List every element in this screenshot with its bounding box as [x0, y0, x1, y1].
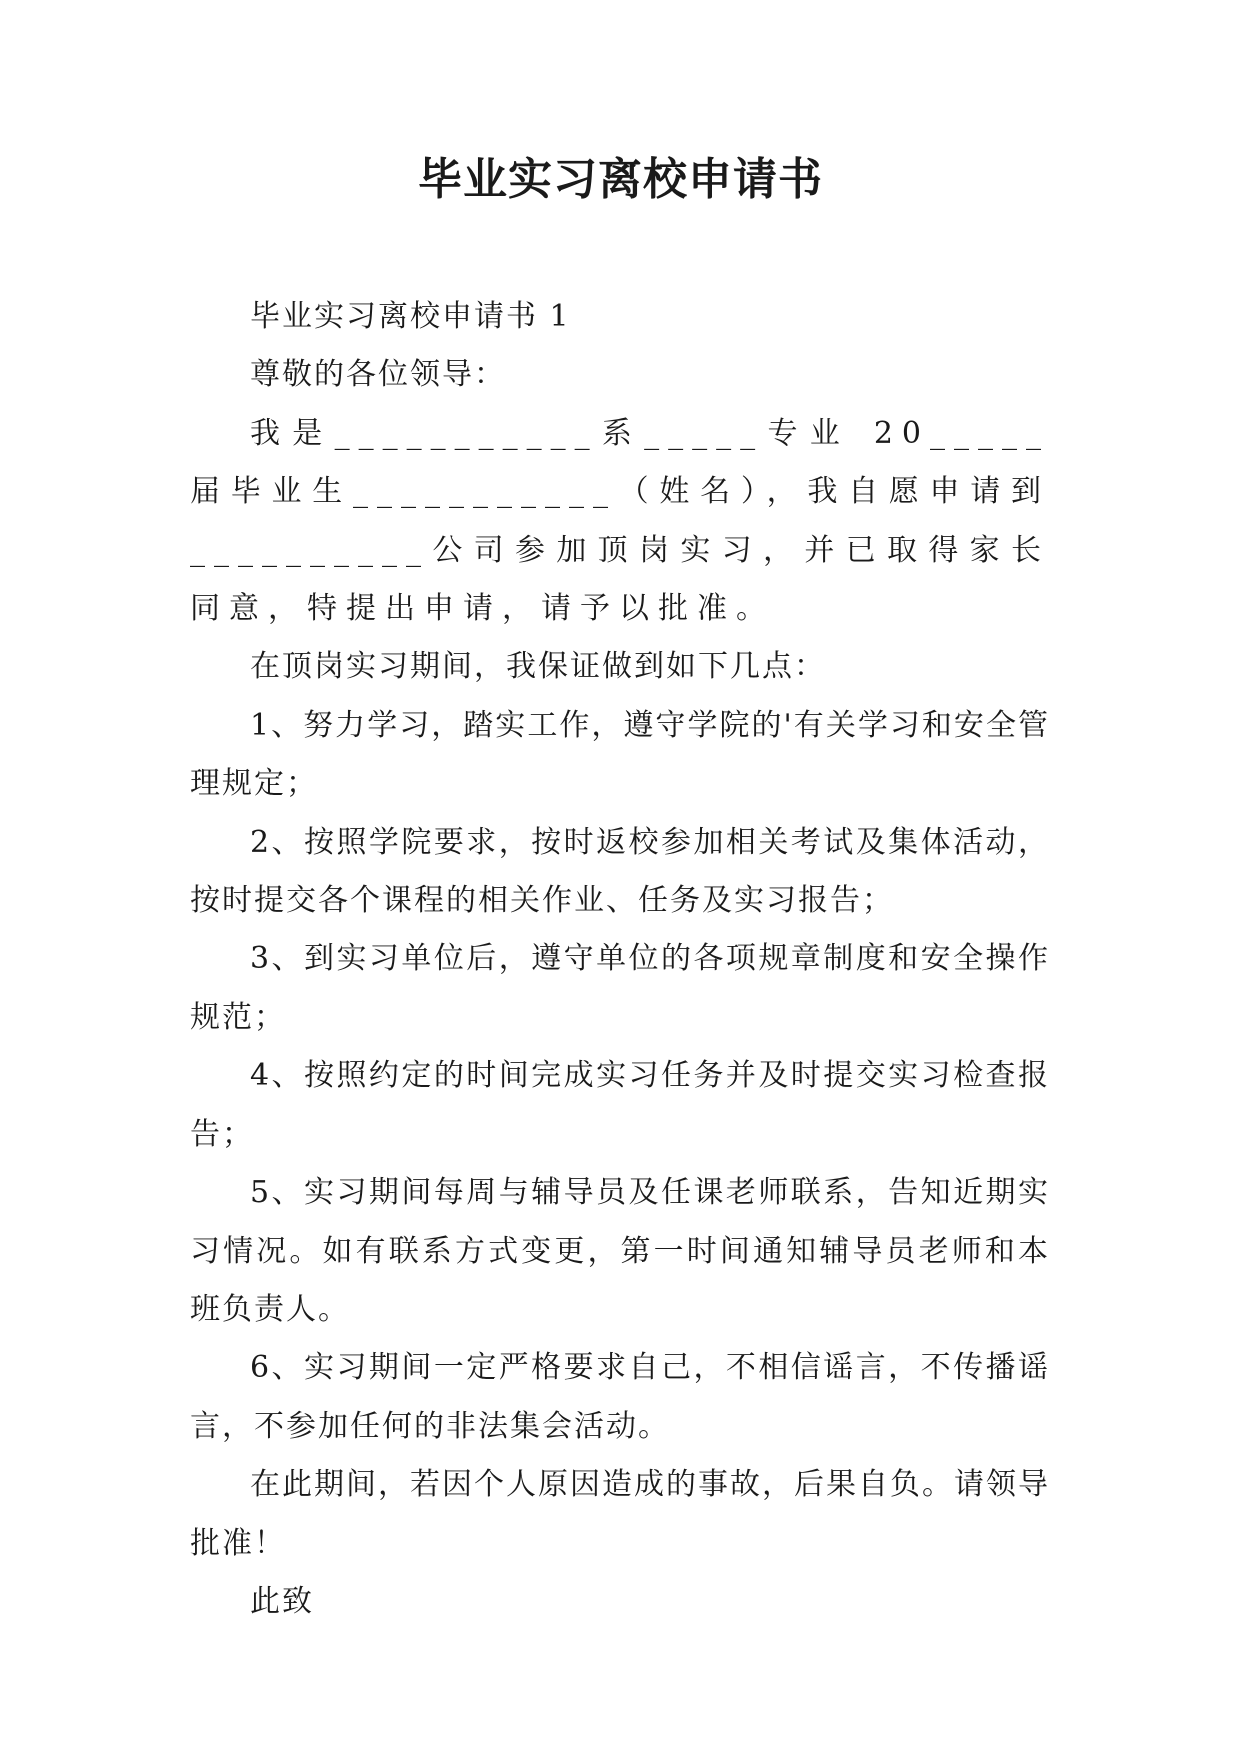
class-year-blank: _____	[930, 415, 1051, 451]
intro-text-6: 公司参加顶岗实习，并已取得家长同意，特提出申请，请予以批准。	[190, 532, 1050, 627]
document-title: 毕业实习离校申请书	[418, 154, 823, 205]
department-blank: ___________	[334, 415, 599, 451]
intro-text-4: 届毕业生	[190, 474, 353, 510]
intro-paragraph	[190, 405, 1050, 639]
name-blank: ___________	[352, 474, 617, 510]
intro-text-1: 我是	[250, 415, 335, 451]
pledge-item-1: 1、努力学习，踏实工作，遵守学院的'有关学习和安全管理规定；	[190, 707, 1050, 802]
major-blank: _____	[644, 415, 765, 451]
intro-text-2: 系	[598, 415, 645, 451]
pledge-item-4: 4、按照约定的时间完成实习任务并及时提交实习检查报告；	[190, 1058, 1050, 1152]
intro-text-3: 专业 20	[764, 415, 931, 451]
company-blank: __________	[190, 532, 430, 568]
salutation: 此致	[250, 1583, 314, 1619]
closing-paragraph: 在此期间，若因个人原因造成的事故，后果自负。请领导批准！	[190, 1467, 1050, 1561]
pledge-item-6: 6、实习期间一定严格要求自己，不相信谣言，不传播谣言，不参加任何的非法集会活动。	[190, 1350, 1050, 1444]
pledge-item-5: 5、实习期间每周与辅导员及任课老师联系，告知近期实习情况。如有联系方式变更，第一时间通知辅导员老师和本班负责人。	[190, 1175, 1050, 1327]
document-subtitle: 毕业实习离校申请书 1	[250, 299, 571, 334]
document-body	[190, 288, 1050, 1631]
greeting: 尊敬的各位领导：	[250, 357, 506, 393]
intro-text-5: （姓名），我自愿申请到	[616, 474, 1051, 510]
pledge-intro: 在顶岗实习期间，我保证做到如下几点：	[250, 649, 826, 685]
pledge-item-2: 2、按照学院要求，按时返校参加相关考试及集体活动，按时提交各个课程的相关作业、任务及实习报告；	[190, 824, 1050, 919]
pledge-item-3: 3、到实习单位后，遵守单位的各项规章制度和安全操作规范；	[190, 941, 1050, 1035]
